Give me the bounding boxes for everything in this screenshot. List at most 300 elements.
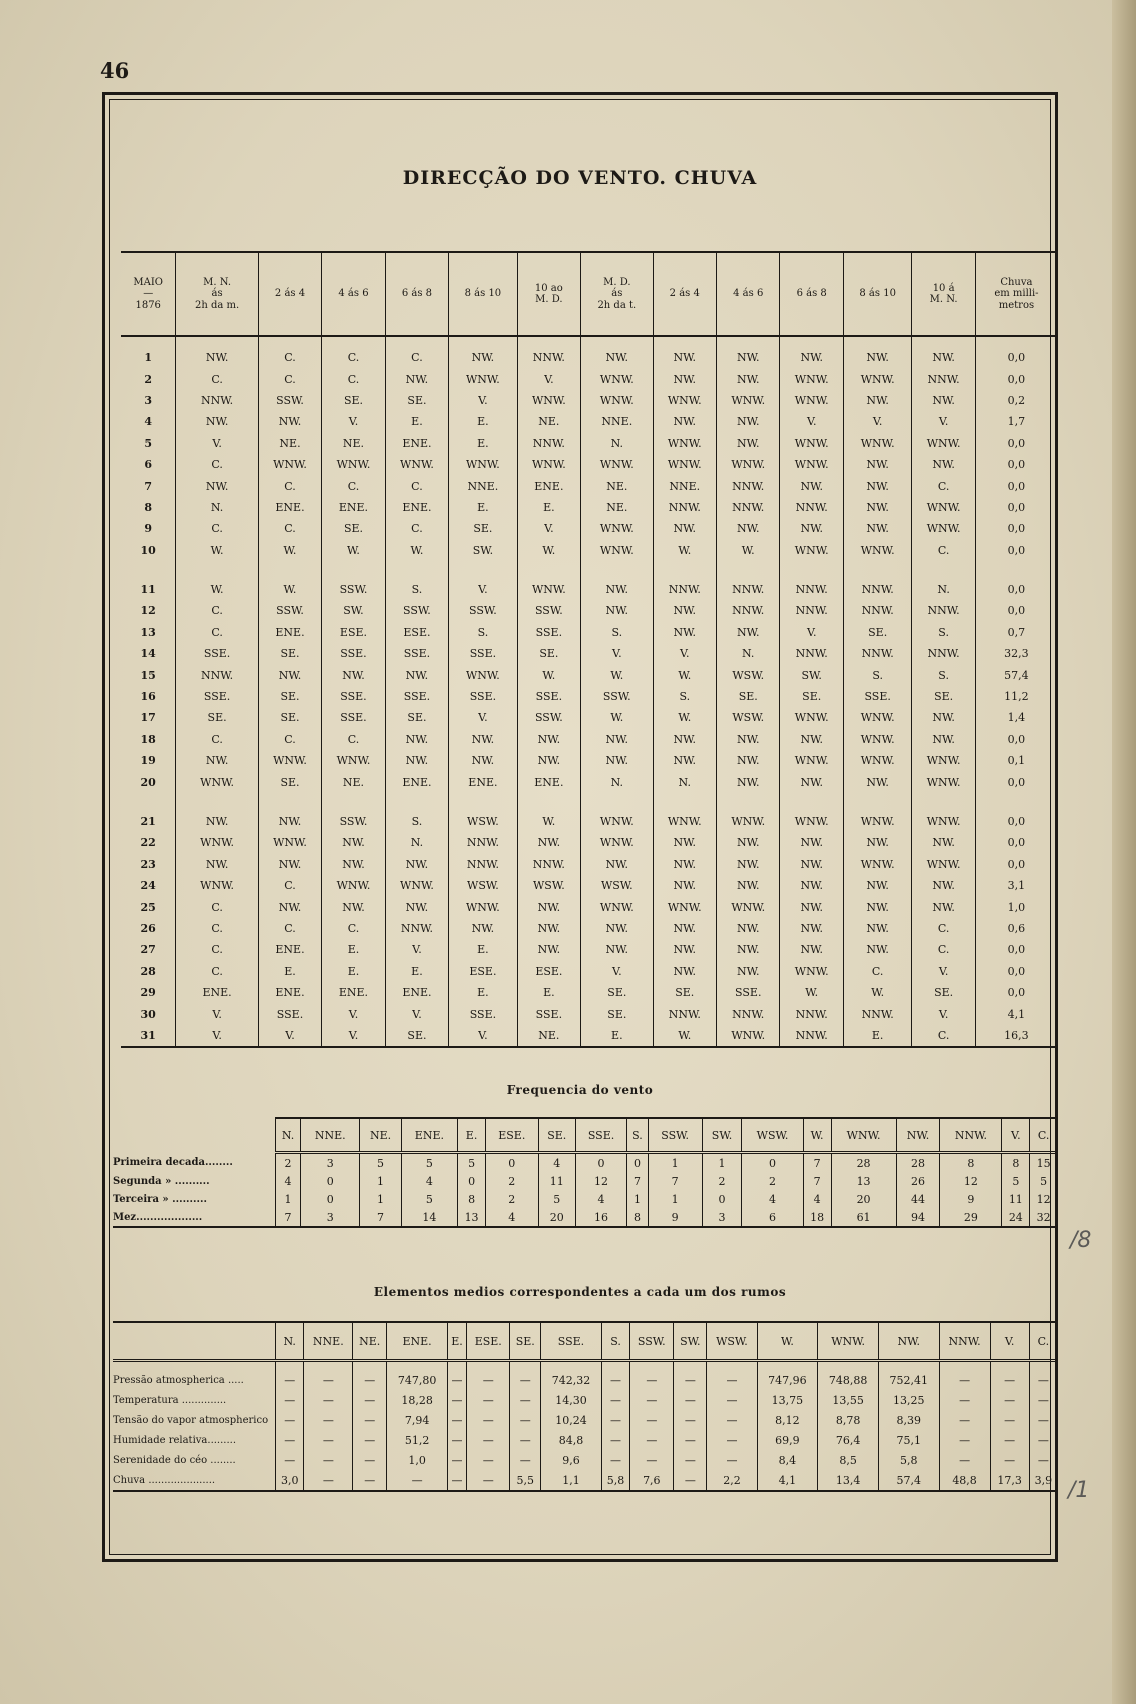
direction-header: N.	[276, 1118, 301, 1153]
rain-cell: 16,3	[975, 1025, 1057, 1047]
value-cell: —	[707, 1410, 757, 1430]
day-cell: 20	[140, 775, 156, 789]
wind-cell: NW.	[843, 497, 911, 518]
count-cell: 15	[1030, 1153, 1057, 1173]
wind-cell: W.	[653, 1025, 716, 1047]
table-row	[121, 336, 1057, 368]
value-cell: —	[939, 1450, 990, 1470]
count-cell: 5	[1002, 1172, 1030, 1190]
wind-cell: WNW.	[653, 454, 716, 475]
wind-cell: NNW.	[449, 832, 517, 853]
wind-cell: NW.	[176, 336, 258, 368]
wind-cell: NW.	[717, 918, 780, 939]
value-cell: —	[630, 1361, 674, 1391]
value-cell: —	[387, 1470, 448, 1491]
wind-cell: ESE.	[449, 961, 517, 982]
wind-cell: E.	[322, 939, 385, 960]
wind-cell: SE.	[449, 518, 517, 539]
wind-cell: SSE.	[176, 643, 258, 664]
wind-cell: WNW.	[581, 540, 653, 561]
table-row	[121, 390, 1057, 411]
wind-cell: NNW.	[780, 561, 843, 600]
wind-cell: SE.	[322, 518, 385, 539]
table-row	[121, 561, 1057, 600]
value-cell: 7,6	[630, 1470, 674, 1491]
rain-cell: 0,0	[975, 368, 1057, 389]
wind-cell: NW.	[176, 475, 258, 496]
wind-cell: S.	[912, 664, 975, 685]
wind-cell: E.	[449, 411, 517, 432]
wind-cell: SE.	[780, 686, 843, 707]
rain-cell: 0,0	[975, 561, 1057, 600]
wind-cell: NNW.	[653, 497, 716, 518]
wind-cell: V.	[843, 411, 911, 432]
value-cell: —	[601, 1361, 629, 1391]
wind-cell: V.	[449, 561, 517, 600]
wind-cell: WNW.	[912, 750, 975, 771]
wind-cell: NNW.	[912, 600, 975, 621]
rain-cell: 0,0	[975, 497, 1057, 518]
wind-cell: ESE.	[517, 961, 580, 982]
day-cell: 29	[140, 986, 156, 1000]
table-row	[121, 643, 1057, 664]
wind-cell: C.	[322, 368, 385, 389]
count-cell: 1	[360, 1190, 401, 1208]
wind-cell: NW.	[581, 750, 653, 771]
direction-header: SW.	[674, 1322, 707, 1361]
value-cell: —	[630, 1390, 674, 1410]
wind-cell: SSW.	[449, 600, 517, 621]
wind-cell: C.	[176, 600, 258, 621]
wind-cell: SE.	[517, 643, 580, 664]
count-cell: 5	[401, 1190, 457, 1208]
wind-cell: C.	[385, 475, 448, 496]
wind-cell: NW.	[780, 729, 843, 750]
wind-cell: NW.	[843, 832, 911, 853]
wind-cell: E.	[385, 411, 448, 432]
wind-cell: C.	[258, 729, 321, 750]
count-cell: 0	[742, 1153, 803, 1173]
wind-cell: NW.	[385, 664, 448, 685]
wind-cell: NNW.	[780, 1003, 843, 1024]
wind-cell: WNW.	[780, 390, 843, 411]
wind-cell: W.	[517, 664, 580, 685]
value-cell: 3,0	[276, 1470, 304, 1491]
wind-cell: ESE.	[385, 622, 448, 643]
day-cell: 16	[140, 690, 156, 704]
wind-cell: NNW.	[653, 1003, 716, 1024]
table-row	[121, 793, 1057, 832]
wind-cell: NW.	[912, 454, 975, 475]
wind-cell: E.	[258, 961, 321, 982]
wind-cell: NNW.	[780, 1025, 843, 1047]
wind-cell: NNW.	[449, 854, 517, 875]
wind-cell: ENE.	[258, 622, 321, 643]
value-cell: —	[630, 1450, 674, 1470]
value-cell: —	[601, 1410, 629, 1430]
table-row	[113, 1190, 1057, 1208]
count-cell: 0	[575, 1153, 626, 1173]
value-cell: —	[447, 1361, 466, 1391]
rain-cell: 57,4	[975, 664, 1057, 685]
wind-cell: SSW.	[258, 390, 321, 411]
count-cell: 94	[896, 1208, 940, 1227]
wind-cell: SE.	[912, 686, 975, 707]
value-cell: —	[630, 1410, 674, 1430]
wind-cell: NW.	[843, 896, 911, 917]
value-cell: 5,8	[601, 1470, 629, 1491]
wind-cell: NW.	[717, 433, 780, 454]
wind-cell: NW.	[653, 854, 716, 875]
wind-cell: WNW.	[322, 750, 385, 771]
wind-cell: WNW.	[385, 454, 448, 475]
value-cell: —	[304, 1410, 353, 1430]
value-cell: 1,1	[541, 1470, 602, 1491]
direction-header: NNE.	[301, 1118, 360, 1153]
wind-cell: SSW.	[385, 600, 448, 621]
day-cell: 3	[144, 393, 153, 407]
wind-cell: SSE.	[322, 643, 385, 664]
wind-cell: NW.	[912, 707, 975, 728]
wind-cell: V.	[912, 411, 975, 432]
wind-cell: NW.	[843, 918, 911, 939]
direction-header: ENE.	[387, 1322, 448, 1361]
wind-cell: SSE.	[843, 686, 911, 707]
wind-cell: V.	[912, 1003, 975, 1024]
wind-cell: NW.	[517, 896, 580, 917]
wind-cell: V.	[449, 1025, 517, 1047]
rain-cell: 0,2	[975, 390, 1057, 411]
direction-header: C.	[1030, 1118, 1057, 1153]
count-cell: 1	[627, 1190, 649, 1208]
wind-cell: C.	[912, 540, 975, 561]
wind-cell: NW.	[517, 750, 580, 771]
wind-cell: WNW.	[517, 561, 580, 600]
table-row	[121, 518, 1057, 539]
wind-cell: S.	[581, 622, 653, 643]
wind-cell: NW.	[912, 896, 975, 917]
table-row	[121, 433, 1057, 454]
wind-cell: ENE.	[385, 771, 448, 792]
count-cell: 18	[803, 1208, 831, 1227]
table-row	[121, 961, 1057, 982]
value-cell: —	[939, 1410, 990, 1430]
wind-cell: SSW.	[258, 600, 321, 621]
count-cell: 1	[276, 1190, 301, 1208]
wind-cell: WNW.	[780, 433, 843, 454]
wind-cell: C.	[258, 368, 321, 389]
wind-cell: NNW.	[843, 600, 911, 621]
wind-cell: V.	[581, 961, 653, 982]
wind-cell: NNW.	[517, 336, 580, 368]
count-cell: 11	[1002, 1190, 1030, 1208]
wind-cell: NE.	[322, 433, 385, 454]
value-cell: —	[276, 1390, 304, 1410]
wind-cell: NW.	[843, 771, 911, 792]
count-cell: 4	[486, 1208, 538, 1227]
rain-cell: 32,3	[975, 643, 1057, 664]
wind-cell: W.	[581, 707, 653, 728]
column-header: M. N. ás 2h da m.	[176, 252, 258, 336]
wind-cell: NNW.	[912, 368, 975, 389]
value-cell: 752,41	[878, 1361, 939, 1391]
wind-cell: NNW.	[385, 918, 448, 939]
wind-cell: NW.	[717, 750, 780, 771]
value-cell: —	[304, 1430, 353, 1450]
value-cell: —	[601, 1390, 629, 1410]
wind-cell: N.	[653, 771, 716, 792]
value-cell: —	[990, 1361, 1029, 1391]
wind-cell: C.	[258, 336, 321, 368]
count-cell: 4	[803, 1190, 831, 1208]
wind-cell: NW.	[653, 622, 716, 643]
count-cell: 13	[458, 1208, 486, 1227]
wind-cell: V.	[385, 939, 448, 960]
wind-cell: SW.	[322, 600, 385, 621]
wind-cell: NNW.	[780, 600, 843, 621]
wind-cell: W.	[176, 540, 258, 561]
direction-header: SE.	[510, 1322, 541, 1361]
direction-header: ESE.	[467, 1322, 510, 1361]
value-cell: —	[510, 1410, 541, 1430]
wind-cell: NW.	[258, 896, 321, 917]
wind-cell: V.	[780, 622, 843, 643]
direction-header: NNW.	[940, 1118, 1002, 1153]
page-number: 46	[100, 58, 130, 83]
wind-cell: V.	[581, 643, 653, 664]
day-cell: 26	[140, 921, 156, 935]
wind-cell: WSW.	[717, 664, 780, 685]
row-label: Primeira decada........	[113, 1156, 233, 1168]
table-row	[113, 1208, 1057, 1227]
count-cell: 0	[702, 1190, 742, 1208]
wind-cell: WNW.	[449, 454, 517, 475]
wind-cell: NW.	[780, 939, 843, 960]
wind-cell: N.	[717, 643, 780, 664]
count-cell: 26	[896, 1172, 940, 1190]
wind-cell: WNW.	[912, 793, 975, 832]
wind-cell: WNW.	[843, 540, 911, 561]
value-cell: 17,3	[990, 1470, 1029, 1491]
table-row	[121, 497, 1057, 518]
wind-cell: NNE.	[581, 411, 653, 432]
wind-cell: NW.	[385, 896, 448, 917]
value-cell: —	[467, 1390, 510, 1410]
count-cell: 1	[360, 1172, 401, 1190]
day-cell: 23	[140, 857, 156, 871]
direction-header: SE.	[538, 1118, 575, 1153]
wind-cell: NW.	[843, 939, 911, 960]
value-cell: —	[939, 1390, 990, 1410]
day-cell: 31	[121, 1025, 176, 1047]
table-row	[121, 622, 1057, 643]
rain-cell: 0,0	[975, 982, 1057, 1003]
value-cell: 10,24	[541, 1410, 602, 1430]
wind-cell: V.	[322, 411, 385, 432]
wind-cell: NE.	[581, 475, 653, 496]
day-cell: 17	[140, 711, 156, 725]
count-cell: 2	[702, 1172, 742, 1190]
rain-cell: 0,0	[975, 540, 1057, 561]
pencil-note-1: /1	[1068, 1478, 1090, 1503]
wind-cell: NW.	[449, 729, 517, 750]
wind-cell: ENE.	[322, 982, 385, 1003]
wind-cell: NNW.	[780, 643, 843, 664]
wind-cell: C.	[258, 518, 321, 539]
value-cell: —	[1029, 1430, 1057, 1450]
wind-cell: WNW.	[912, 771, 975, 792]
wind-cell: WNW.	[517, 454, 580, 475]
table-row	[121, 1025, 1057, 1047]
wind-cell: ENE.	[385, 433, 448, 454]
wind-cell: WNW.	[780, 707, 843, 728]
wind-cell: NNW.	[717, 1003, 780, 1024]
value-cell: —	[447, 1410, 466, 1430]
direction-header: ENE.	[401, 1118, 457, 1153]
value-cell: —	[467, 1470, 510, 1491]
value-cell: —	[353, 1450, 387, 1470]
wind-cell: SSE.	[449, 686, 517, 707]
count-cell: 7	[360, 1208, 401, 1227]
wind-cell: C.	[258, 875, 321, 896]
wind-cell: NW.	[717, 622, 780, 643]
count-cell: 6	[742, 1208, 803, 1227]
count-cell: 2	[276, 1153, 301, 1173]
value-cell: —	[707, 1361, 757, 1391]
wind-cell: WNW.	[780, 793, 843, 832]
wind-cell: NW.	[449, 918, 517, 939]
wind-cell: NW.	[385, 368, 448, 389]
value-cell: —	[304, 1450, 353, 1470]
wind-cell: W.	[322, 540, 385, 561]
wind-cell: NW.	[912, 336, 975, 368]
value-cell: —	[510, 1450, 541, 1470]
wind-cell: E.	[385, 961, 448, 982]
wind-cell: V.	[653, 643, 716, 664]
count-cell: 1	[648, 1153, 702, 1173]
wind-cell: W.	[653, 540, 716, 561]
table-row	[113, 1172, 1057, 1190]
wind-cell: S.	[843, 664, 911, 685]
wind-cell: NW.	[653, 750, 716, 771]
value-cell: 748,88	[818, 1361, 879, 1391]
column-header: 10 á M. N.	[912, 252, 975, 336]
wind-cell: E.	[843, 1025, 911, 1047]
wind-cell: NE.	[322, 771, 385, 792]
table-row	[121, 771, 1057, 792]
table-row	[121, 750, 1057, 771]
wind-cell: NNW.	[176, 390, 258, 411]
wind-cell: WNW.	[322, 454, 385, 475]
pencil-note-8: /8	[1070, 1228, 1092, 1253]
column-header: 10 ao M. D.	[517, 252, 580, 336]
wind-cell: V.	[385, 1003, 448, 1024]
direction-header: E.	[458, 1118, 486, 1153]
wind-cell: ENE.	[449, 771, 517, 792]
value-cell: —	[304, 1390, 353, 1410]
row-label: Humidade relativa.........	[113, 1434, 236, 1446]
wind-cell: C.	[258, 475, 321, 496]
count-cell: 2	[486, 1172, 538, 1190]
wind-cell: SE.	[385, 390, 448, 411]
table-row	[121, 729, 1057, 750]
wind-cell: WNW.	[385, 875, 448, 896]
day-cell: 8	[144, 500, 153, 514]
count-cell: 5	[401, 1153, 457, 1173]
wind-cell: S.	[385, 793, 448, 832]
wind-cell: NNW.	[717, 600, 780, 621]
wind-cell: NW.	[717, 875, 780, 896]
value-cell: —	[447, 1450, 466, 1470]
value-cell: —	[674, 1410, 707, 1430]
wind-cell: NW.	[843, 475, 911, 496]
wind-cell: WNW.	[581, 896, 653, 917]
wind-cell: NW.	[843, 390, 911, 411]
wind-cell: NW.	[653, 368, 716, 389]
table-row	[121, 600, 1057, 621]
wind-cell: W.	[581, 664, 653, 685]
count-cell: 24	[1002, 1208, 1030, 1227]
value-cell: 747,80	[387, 1361, 448, 1391]
wind-cell: NW.	[717, 368, 780, 389]
wind-cell: WNW.	[717, 793, 780, 832]
count-cell: 44	[896, 1190, 940, 1208]
day-cell: 1	[144, 351, 153, 365]
wind-cell: WNW.	[912, 518, 975, 539]
value-cell: —	[510, 1361, 541, 1391]
wind-cell: W.	[517, 793, 580, 832]
rain-cell: 4,1	[975, 1003, 1057, 1024]
value-cell: —	[939, 1361, 990, 1391]
wind-cell: NNW.	[843, 643, 911, 664]
table-row	[121, 1003, 1057, 1024]
wind-cell: NW.	[780, 475, 843, 496]
table-row	[113, 1430, 1057, 1450]
book-spine-shadow	[1112, 0, 1136, 1704]
wind-cell: WNW.	[843, 793, 911, 832]
count-cell: 32	[1030, 1208, 1057, 1227]
value-cell: —	[353, 1470, 387, 1491]
value-cell: 84,8	[541, 1430, 602, 1450]
count-cell: 0	[301, 1172, 360, 1190]
wind-cell: NNW.	[717, 497, 780, 518]
wind-cell: NW.	[653, 411, 716, 432]
wind-cell: C.	[176, 622, 258, 643]
wind-cell: WNW.	[176, 875, 258, 896]
wind-cell: E.	[449, 497, 517, 518]
wind-cell: NW.	[258, 664, 321, 685]
wind-cell: SE.	[653, 982, 716, 1003]
count-cell: 7	[803, 1153, 831, 1173]
day-cell: 24	[140, 879, 156, 893]
value-cell: —	[601, 1430, 629, 1450]
column-header: 8 ás 10	[843, 252, 911, 336]
rain-cell: 0,0	[975, 729, 1057, 750]
wind-cell: NW.	[449, 750, 517, 771]
wind-cell: ENE.	[385, 497, 448, 518]
wind-cell: NNW.	[717, 561, 780, 600]
wind-cell: SSE.	[517, 1003, 580, 1024]
wind-cell: SSE.	[449, 643, 517, 664]
wind-cell: NW.	[653, 600, 716, 621]
wind-cell: NW.	[517, 832, 580, 853]
wind-cell: NW.	[322, 854, 385, 875]
table-row	[113, 1390, 1057, 1410]
count-cell: 4	[276, 1172, 301, 1190]
count-cell: 16	[575, 1208, 626, 1227]
direction-header: WNW.	[831, 1118, 896, 1153]
count-cell: 8	[1002, 1153, 1030, 1173]
